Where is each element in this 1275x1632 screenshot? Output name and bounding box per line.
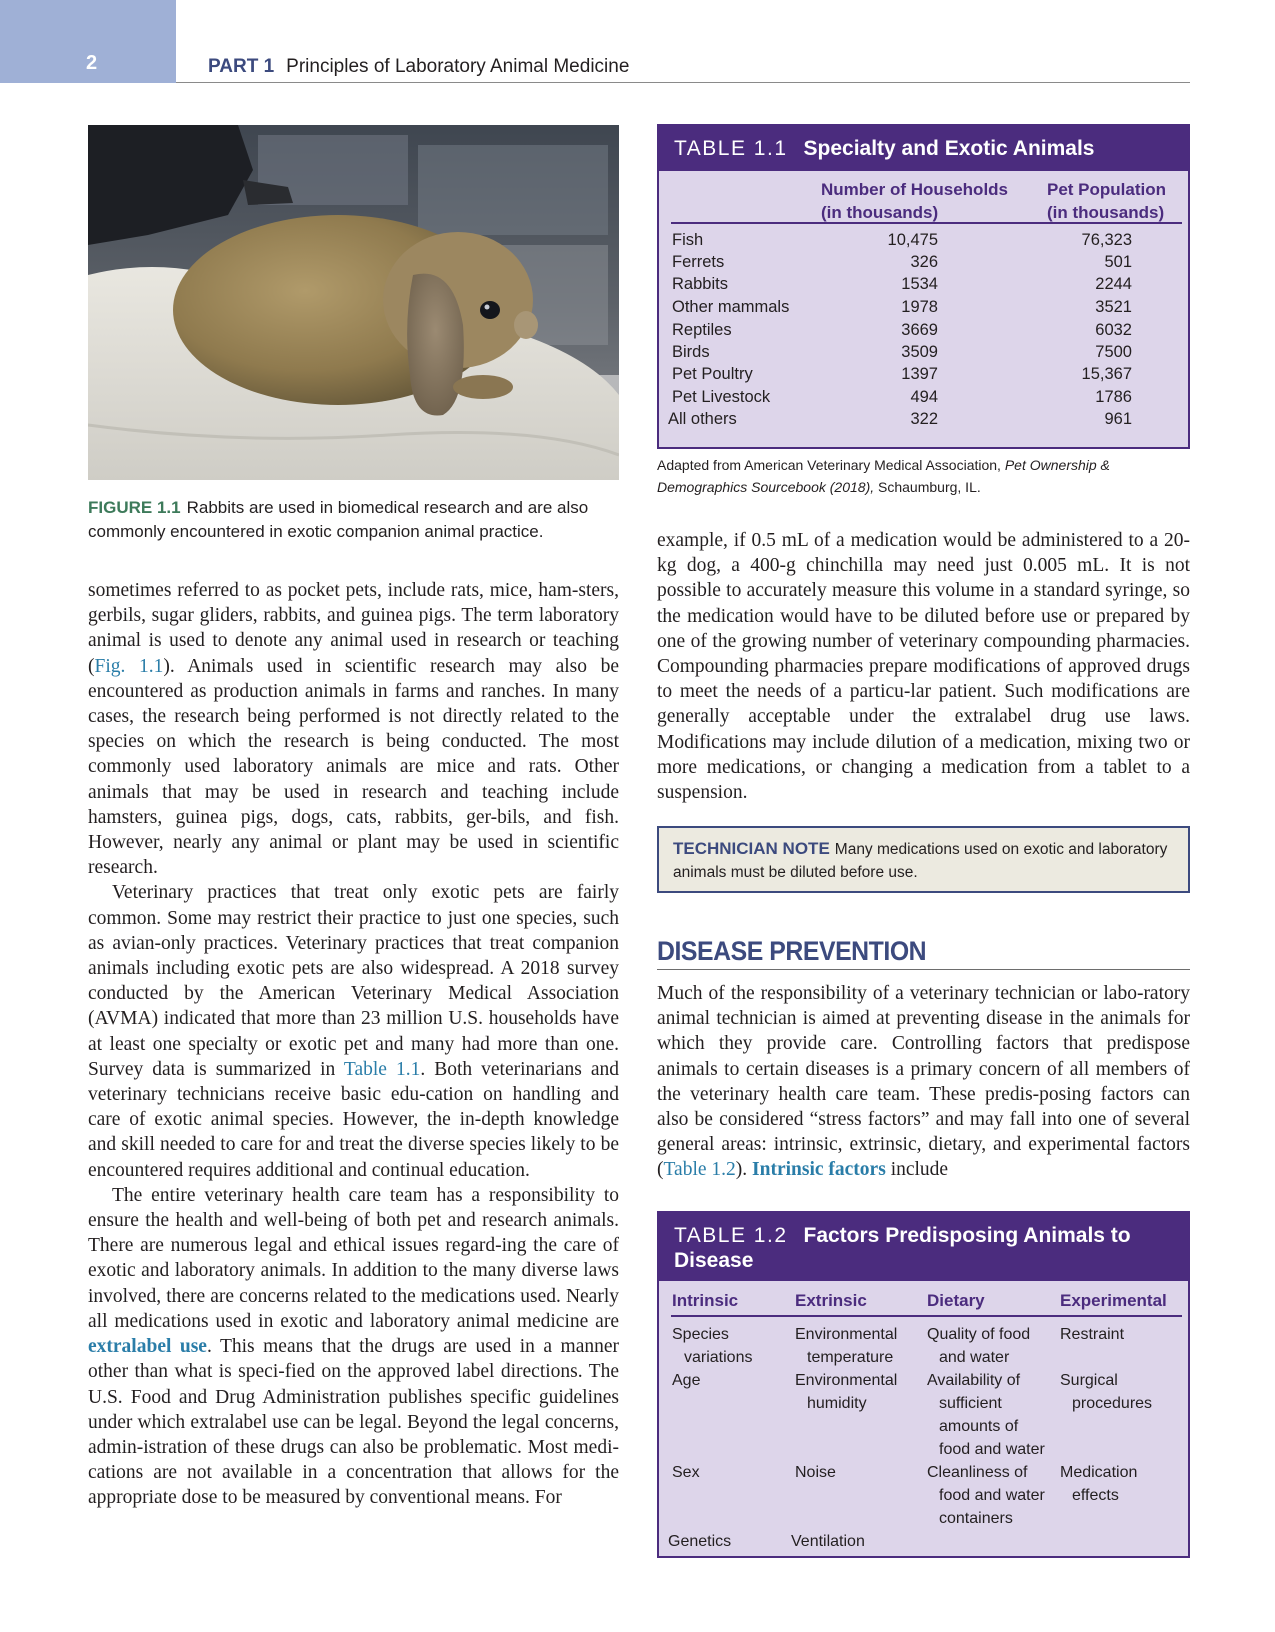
- paragraph: example, if 0.5 mL of a medication would be administered to a 20-kg dog, a 400-g chinchilla may need just 0.005 mL. It is not possible to accurately measure this volume in a standard syringe, so the medication would have to be diluted before use or prepared by one of the growing number of veterinary compounding pharmacies. Compounding pharmacies prepare modifications of approved drugs to meet the needs of a particu-lar patient. Such modifications are generally acceptable under the extralabel drug use laws. Modifications may include dilution of a medication, mixing two or more medications, or changing a medication from a tablet to a suspension.: [657, 530, 1190, 804]
- cell-line: Medication: [1060, 1464, 1138, 1481]
- table-title-line2: Disease: [674, 1249, 754, 1272]
- cell-population: 6032: [1095, 321, 1132, 339]
- text-run: sometimes referred to as pocket pets, include rats, mice, ham-sters, gerbils, sugar gliders, rabbits, and guinea pigs. The term laboratory animal is used to denote any animal used in research or teaching (: [88, 580, 619, 677]
- text-run: Veterinary practices that treat only exotic pets are fairly common. Some may restrict their practice to just one species, such as avian-only practices. Veterinary practices that treat companion animals including exotic pets are also widespread. A 2018 survey conducted by the American Veterinary Medical Association (AVMA) indicated that more than 23 million U.S. households have at least one specialty or exotic pet and many had more than one. Survey data is summarized in: [88, 882, 619, 1080]
- right-column-text-upper: [657, 528, 1190, 805]
- column-header-extrinsic: Extrinsic: [795, 1291, 867, 1310]
- page-number: 2: [86, 52, 98, 74]
- cell-line: Environmental: [795, 1372, 898, 1389]
- cell-animal: Reptiles: [672, 321, 732, 339]
- table-number: TABLE 1.1: [674, 137, 788, 160]
- cell-dietary: [927, 1323, 1030, 1369]
- table-title-bar: [659, 1213, 1188, 1281]
- table-reference-link[interactable]: Table 1.2: [663, 1159, 736, 1181]
- text-run: . Both veterinarians and veterinary technicians receive basic edu-cation on handling and care of exotic animal species. However, the in-depth knowledge and skill needed to care for and treat the diverse species likely to be encountered requires additional and continual education.: [88, 1058, 620, 1181]
- table-row: [659, 343, 1188, 366]
- cell-animal: All others: [668, 410, 737, 428]
- cell-line: Availability of: [927, 1372, 1021, 1389]
- left-column-text: [88, 578, 619, 1511]
- header-line: Pet Population: [1047, 180, 1166, 199]
- table-1-1: [657, 124, 1190, 449]
- cell-population: 15,367: [1081, 365, 1132, 383]
- table-row: [659, 388, 1188, 411]
- figure-label: FIGURE 1.1: [88, 498, 181, 517]
- text-run: Much of the responsibility of a veterinary technician or labo-ratory animal technician is aimed at preventing disease in the animals for which they provide care. Controlling factors that predispose animals to certain diseases is a primary concern of all members of the veterinary health care team. These predis-posing factors can also be considered “stress factors” and may fall into one of several general areas: intrinsic, extrinsic, dietary, and experimental factors (: [657, 983, 1190, 1181]
- paragraph: [88, 578, 619, 880]
- cell-population: 2244: [1095, 275, 1132, 293]
- cell-experimental: [1060, 1461, 1137, 1507]
- cell-animal: Birds: [672, 343, 710, 361]
- cell-line: temperature: [807, 1349, 894, 1366]
- table-header-rule: [671, 1315, 1182, 1317]
- cell-households: 3509: [901, 343, 938, 361]
- text-run: Adapted from American Veterinary Medical Association,: [657, 457, 1005, 473]
- section-heading: DISEASE PREVENTION: [657, 936, 927, 966]
- cell-line: Species: [672, 1326, 729, 1343]
- cell-households: 1534: [901, 275, 938, 293]
- cell-dietary: [927, 1369, 1045, 1461]
- cell-extrinsic: [795, 1323, 897, 1369]
- technician-note-label: TECHNICIAN NOTE: [673, 839, 830, 858]
- table-title-line1: Factors Predisposing Animals to: [803, 1224, 1131, 1247]
- table-row: [659, 321, 1188, 344]
- table-title-bar: [659, 126, 1188, 171]
- cell-households: 322: [910, 410, 938, 428]
- cell-population: 1786: [1095, 388, 1132, 406]
- table-header-rule: [671, 222, 1182, 224]
- cell-population: 961: [1104, 410, 1132, 428]
- cell-intrinsic: Sex: [672, 1464, 700, 1481]
- keyword-link[interactable]: Intrinsic factors: [752, 1159, 886, 1181]
- header-line: (in thousands): [1047, 203, 1165, 222]
- header-rule: [176, 82, 1190, 83]
- keyword-link[interactable]: extralabel use: [88, 1336, 207, 1358]
- right-column-text-lower: [657, 981, 1190, 1183]
- cell-extrinsic: Ventilation: [791, 1533, 865, 1550]
- cell-households: 326: [910, 253, 938, 271]
- cell-population: 501: [1104, 253, 1132, 271]
- cell-animal: Rabbits: [672, 275, 728, 293]
- text-run: Schaumburg, IL.: [874, 479, 981, 495]
- table-1-2: [657, 1211, 1190, 1558]
- cell-animal: Pet Poultry: [672, 365, 753, 383]
- table-row: [659, 410, 1188, 433]
- source-title: Pet Ownership & Demographics Sourcebook (2018),: [657, 457, 1110, 495]
- cell-households: 1978: [901, 298, 938, 316]
- cell-intrinsic: [672, 1323, 752, 1369]
- table-row: [659, 365, 1188, 388]
- cell-experimental: [1060, 1369, 1152, 1415]
- technician-note-text: Many medications used on exotic and laboratory animals must be diluted before use.: [673, 841, 1168, 881]
- column-header-dietary: Dietary: [927, 1291, 985, 1310]
- figure-reference-link[interactable]: Fig. 1.1: [94, 655, 164, 677]
- figure-caption: [88, 496, 628, 544]
- column-header-households: [821, 178, 1031, 224]
- column-header-experimental: Experimental: [1060, 1291, 1167, 1310]
- cell-line: effects: [1072, 1487, 1119, 1504]
- header-line: Number of Households: [821, 180, 1009, 199]
- cell-line: food and water: [939, 1487, 1045, 1504]
- table-number: TABLE 1.2: [674, 1224, 788, 1247]
- text-run: . This means that the drugs are used in a manner other than what is speci-fied on the approved label directions. The U.S. Food and Drug Administration publishes specific guidelines under which extralabel use can be legal. Beyond the legal concerns, admin-istration of these drugs can also be problematic. Most medi-cations are not available in a concentration that allows for the appropriate dose to be measured by conventional means. For: [88, 1336, 619, 1509]
- rabbit-photo-illustration: [88, 125, 619, 480]
- table-source-note: [657, 454, 1192, 498]
- cell-households: 10,475: [887, 231, 938, 249]
- running-head: [208, 56, 629, 78]
- cell-line: amounts of: [939, 1418, 1019, 1435]
- cell-line: Quality of food: [927, 1326, 1031, 1343]
- section-heading-rule: [657, 969, 1190, 970]
- cell-line: sufficient: [939, 1395, 1002, 1412]
- table-row: [659, 275, 1188, 298]
- cell-line: Environmental: [795, 1326, 898, 1343]
- technician-note: [657, 826, 1190, 893]
- text-run: ). Animals used in scientific research may also be encountered as production animals in farms and ranches. In many cases, the research being performed is not directly related to the species on which the research is being conducted. The most commonly used laboratory animals are mice and rats. Other animals that may be used in research and teaching include hamsters, guinea pigs, dogs, cats, rabbits, ger-bils, and fish. However, nearly any animal or plant may be used in scientific research.: [88, 655, 619, 879]
- paragraph: [88, 1183, 619, 1511]
- table-row: [659, 231, 1188, 254]
- cell-households: 1397: [901, 365, 938, 383]
- cell-line: containers: [939, 1510, 1013, 1527]
- cell-line: Surgical: [1060, 1372, 1118, 1389]
- cell-animal: Pet Livestock: [672, 388, 771, 406]
- part-label: PART 1: [208, 56, 275, 77]
- paragraph: [88, 880, 619, 1182]
- table-row: [659, 298, 1188, 321]
- cell-intrinsic: Age: [672, 1372, 701, 1389]
- paragraph: [657, 981, 1190, 1183]
- cell-households: 3669: [901, 321, 938, 339]
- text-run: The entire veterinary health care team has a responsibility to ensure the health and well-being of both pet and research animals. There are numerous legal and ethical issues regard-ing the care of exotic and laboratory animals. In addition to the many diverse laws involved, there are concerns related to the medications used. Nearly all medications used in exotic and laboratory animal medicine are: [88, 1184, 619, 1332]
- cell-line: Cleanliness of: [927, 1464, 1028, 1481]
- cell-intrinsic: Genetics: [668, 1533, 732, 1550]
- table-row: [659, 253, 1188, 276]
- cell-animal: Other mammals: [672, 298, 790, 316]
- text-run: include: [885, 1159, 949, 1181]
- cell-population: 76,323: [1081, 231, 1132, 249]
- column-header-intrinsic: Intrinsic: [672, 1291, 739, 1310]
- cell-population: 7500: [1095, 343, 1132, 361]
- cell-population: 3521: [1095, 298, 1132, 316]
- cell-experimental: Restraint: [1060, 1326, 1125, 1343]
- table-reference-link[interactable]: Table 1.1: [343, 1058, 421, 1080]
- cell-extrinsic: [795, 1369, 897, 1415]
- cell-households: 494: [910, 388, 938, 406]
- table-title: Specialty and Exotic Animals: [803, 137, 1095, 160]
- header-line: (in thousands): [821, 203, 939, 222]
- cell-line: procedures: [1072, 1395, 1153, 1412]
- part-title: Principles of Laboratory Animal Medicine: [286, 56, 630, 77]
- cell-dietary: [927, 1461, 1045, 1530]
- cell-extrinsic: Noise: [795, 1464, 836, 1481]
- column-header-population: [1047, 178, 1182, 224]
- cell-line: food and water: [939, 1441, 1045, 1458]
- cell-line: variations: [684, 1349, 753, 1366]
- figure-caption-text: Rabbits are used in biomedical research and are also commonly encountered in exotic companion animal practice.: [88, 498, 589, 541]
- cell-animal: Ferrets: [672, 253, 725, 271]
- cell-animal: Fish: [672, 231, 704, 249]
- text-run: ).: [735, 1159, 753, 1181]
- cell-line: and water: [939, 1349, 1010, 1366]
- table-header-row: [659, 173, 1188, 223]
- figure-photo: [88, 125, 619, 480]
- cell-line: humidity: [807, 1395, 867, 1412]
